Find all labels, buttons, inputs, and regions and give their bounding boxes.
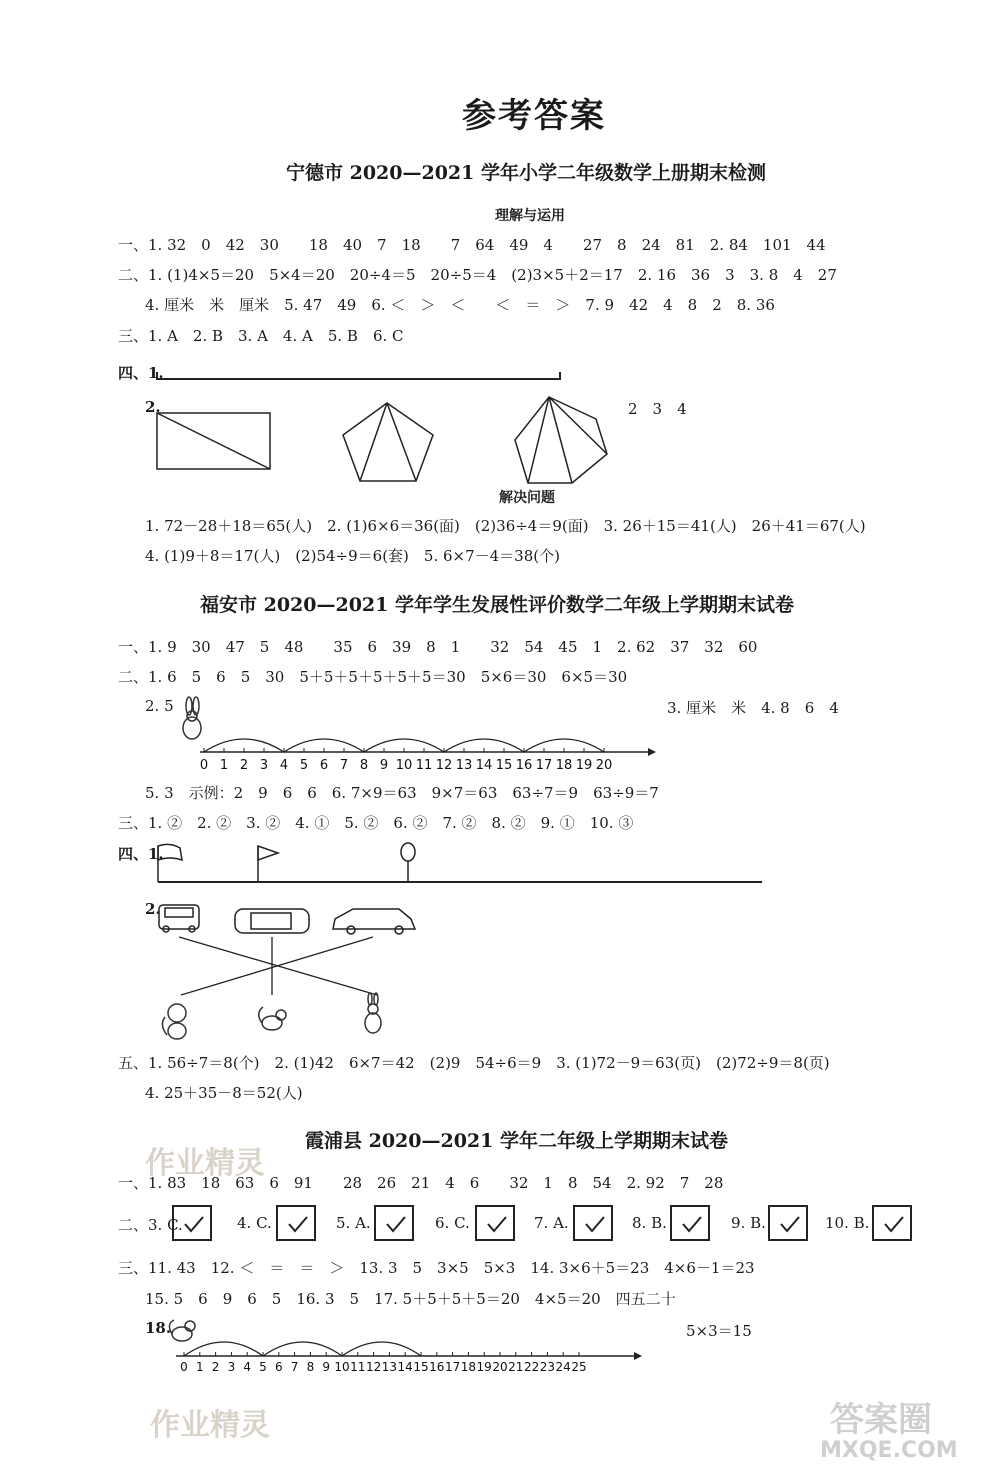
section3-answer-line-3: 15. 5 6 9 6 5 16. 3 5 17. 5＋5＋5＋5＝20 4×5＝20 四五二十 <box>145 1290 676 1308</box>
watermark-text: 作业精灵 <box>145 1146 265 1181</box>
checkmark-icon <box>584 1214 606 1234</box>
section2-answer-line-5: 五、1. 56÷7＝8(个) 2. (1)42 6×7＝42 (2)9 54÷6＝9 3. (1)72－9＝63(页) (2)72÷9＝8(页) <box>118 1054 830 1072</box>
number-line-label: 24 <box>555 1360 571 1374</box>
section1-subheading-1: 理解与运用 <box>495 208 565 224</box>
squirrel-icon <box>259 1007 286 1030</box>
number-line-label: 14 <box>397 1360 413 1374</box>
number-line-label: 7 <box>290 1360 299 1374</box>
section3-q18-label: 18. <box>145 1319 172 1337</box>
number-line-label: 17 <box>444 1360 461 1374</box>
checkmark-box <box>872 1205 912 1241</box>
section1-heading: 宁德市 2020—2021 学年小学二年级数学上册期末检测 <box>286 162 766 184</box>
number-line-label: 23 <box>539 1360 556 1374</box>
check-answer-label: 二、3. C. <box>118 1216 183 1234</box>
number-line-label: 0 <box>180 1360 188 1374</box>
section2-answer-line-6: 4. 25＋35－8＝52(人) <box>145 1084 303 1102</box>
pentagon-divided <box>343 403 433 481</box>
check-answer-label: 9. B. <box>731 1214 766 1232</box>
checkmark-box <box>172 1205 212 1241</box>
squirrel-icon <box>169 1320 195 1341</box>
checkmark-icon <box>287 1214 309 1234</box>
number-line-label: 11 <box>415 758 433 773</box>
section2-answer-line-4: 三、1. ② 2. ② 3. ② 4. ① 5. ② 6. ② 7. ② 8. ② 9. ① 10. ③ <box>118 814 634 832</box>
number-line-label: 15 <box>413 1360 429 1374</box>
checkmark-box <box>768 1205 808 1241</box>
flag-icon <box>158 844 182 882</box>
number-line-label: 10 <box>395 758 413 773</box>
number-line-label: 0 <box>199 758 209 773</box>
number-line-label: 5 <box>259 1360 267 1374</box>
section1-q4-1-label: 四、1. <box>118 364 164 382</box>
checkmark-box <box>276 1205 316 1241</box>
section3-answer-line-1: 一、1. 83 18 63 6 91 28 26 21 4 6 32 1 8 54 2. 92 7 28 <box>118 1174 724 1192</box>
section2-answer-line-2: 二、1. 6 5 6 5 30 5＋5＋5＋5＋5＋5＝30 5×6＝30 6×5＝30 <box>118 668 628 686</box>
site-url: MXQE.COM <box>820 1438 958 1463</box>
checkmark-icon <box>385 1214 407 1234</box>
monkey-icon <box>162 1004 186 1039</box>
number-line-label: 12 <box>365 1360 382 1374</box>
number-line-label: 17 <box>535 758 553 773</box>
check-answer-label: 10. B. <box>825 1214 870 1232</box>
section1-answer-line-1: 一、1. 32 0 42 30 18 40 7 18 7 64 49 4 27 8 24 81 2. 84 101 44 <box>118 236 826 254</box>
rabbit-icon <box>183 697 201 739</box>
section3-heading: 霞浦县 2020—2021 学年二年级上学期期末试卷 <box>305 1130 728 1152</box>
round-sign-icon <box>401 843 415 882</box>
number-line-label: 21 <box>508 1360 524 1374</box>
section2-q4-2-label: 2. <box>145 900 161 918</box>
site-logo: 答案圈 <box>830 1400 932 1440</box>
number-line-label: 9 <box>379 758 389 773</box>
car-side-icon <box>333 909 415 934</box>
section1-answer-line-5: 1. 72－28＋18＝65(人) 2. (1)6×6＝36(面) (2)36÷4＝9(面) 3. 26＋15＝41(人) 26＋41＝67(人) <box>145 517 866 535</box>
number-line-label: 22 <box>523 1360 540 1374</box>
section3-answer-line-2: 三、11. 43 12. ＜ ＝ ＝ ＞ 13. 3 5 3×5 5×3 14. 3×6＋5＝23 4×6－1＝23 <box>118 1259 755 1277</box>
number-line-label: 9 <box>322 1360 331 1374</box>
number-line-label: 11 <box>350 1360 366 1374</box>
number-line-label: 20 <box>595 758 613 773</box>
page-title: 参考答案 <box>462 96 606 136</box>
check-answer-label: 4. C. <box>237 1214 272 1232</box>
section1-q4-2-label: 2. <box>145 398 161 416</box>
section1-q4-2-numbers: 2 3 4 <box>628 400 687 418</box>
number-line-label: 19 <box>575 758 593 773</box>
number-line-label: 14 <box>475 758 493 773</box>
number-line-label: 13 <box>455 758 473 773</box>
section2-q4-1-label: 四、1. <box>118 845 164 863</box>
number-line-label: 18 <box>555 758 573 773</box>
number-line-label: 1 <box>195 1360 204 1374</box>
check-answer-label: 8. B. <box>632 1214 667 1232</box>
section2-answer-line-1: 一、1. 9 30 47 5 48 35 6 39 8 1 32 54 45 1 2. 62 37 32 60 <box>118 638 758 656</box>
car-front-icon <box>159 905 199 932</box>
check-answer-label: 5. A. <box>336 1214 371 1232</box>
number-line-label: 10 <box>334 1360 350 1374</box>
number-line-label: 8 <box>306 1360 315 1374</box>
number-line-label: 8 <box>359 758 369 773</box>
section2-q2-label: 2. 5 <box>145 697 174 715</box>
rabbit-icon <box>365 993 381 1033</box>
car-top-icon <box>235 909 309 933</box>
section1-subheading-2: 解决问题 <box>499 490 555 506</box>
number-line-label: 12 <box>435 758 453 773</box>
section2-q3-answer: 3. 厘米 米 4. 8 6 4 <box>667 699 839 717</box>
number-line-jumps-5 <box>162 1314 652 1374</box>
checkmark-icon <box>486 1214 508 1234</box>
checkmark-box <box>670 1205 710 1241</box>
watermark-text-bottom: 作业精灵 <box>150 1408 270 1443</box>
checkmark-box <box>475 1205 515 1241</box>
number-line-label: 15 <box>495 758 513 773</box>
section2-heading: 福安市 2020—2021 学年学生发展性评价数学二年级上学期期末试卷 <box>200 594 794 616</box>
section3-q18-equation: 5×3＝15 <box>686 1322 752 1340</box>
number-line-label: 19 <box>476 1360 492 1374</box>
number-line-jumps-4 <box>178 696 658 776</box>
number-line-label: 20 <box>492 1360 508 1374</box>
section1-answer-line-6: 4. (1)9＋8＝17(人) (2)54÷9＝6(套) 5. 6×7－4＝38(个) <box>145 547 560 565</box>
number-line-label: 13 <box>381 1360 398 1374</box>
flags-and-sign-line <box>150 838 770 888</box>
number-line-label: 6 <box>319 758 329 773</box>
check-answer-label: 6. C. <box>435 1214 470 1232</box>
number-line-label: 1 <box>219 758 229 773</box>
number-line-label: 18 <box>460 1360 477 1374</box>
number-line-label: 2 <box>211 1360 220 1374</box>
section1-answer-line-4: 三、1. A 2. B 3. A 4. A 5. B 6. C <box>118 327 404 345</box>
number-line-label: 16 <box>429 1360 445 1374</box>
hexagon-divided <box>515 397 607 483</box>
rectangle-with-diagonal <box>157 413 270 469</box>
check-answer-label: 7. A. <box>534 1214 569 1232</box>
number-line-label: 4 <box>243 1360 252 1374</box>
number-line-label: 5 <box>299 758 309 773</box>
number-line-label: 3 <box>227 1360 236 1374</box>
drawn-line-segment <box>155 370 565 384</box>
checkmark-icon <box>681 1214 703 1234</box>
checkmark-box <box>374 1205 414 1241</box>
cars-and-animals-matching <box>155 895 425 1045</box>
pennant-flag-icon <box>258 846 278 882</box>
number-line-label: 3 <box>259 758 269 773</box>
number-line-label: 2 <box>239 758 249 773</box>
section1-answer-line-3: 4. 厘米 米 厘米 5. 47 49 6. ＜ ＞ ＜ ＜ ＝ ＞ 7. 9 42 4 8 2 8. 36 <box>145 296 775 314</box>
number-line-label: 25 <box>571 1360 587 1374</box>
section1-answer-line-2: 二、1. (1)4×5＝20 5×4＝20 20÷4＝5 20÷5＝4 (2)3×5＋2＝17 2. 16 36 3 3. 8 4 27 <box>118 266 837 284</box>
checkmark-box <box>573 1205 613 1241</box>
checkmark-icon <box>779 1214 801 1234</box>
number-line-label: 6 <box>274 1360 283 1374</box>
number-line-label: 4 <box>279 758 289 773</box>
number-line-label: 7 <box>339 758 349 773</box>
checkmark-icon <box>883 1214 905 1234</box>
shape-figures <box>150 395 650 485</box>
section2-answer-line-3: 5. 3 示例：2 9 6 6 6. 7×9＝63 9×7＝63 63÷7＝9 63÷9＝7 <box>145 784 659 802</box>
number-line-label: 16 <box>515 758 533 773</box>
checkmark-icon <box>183 1214 205 1234</box>
